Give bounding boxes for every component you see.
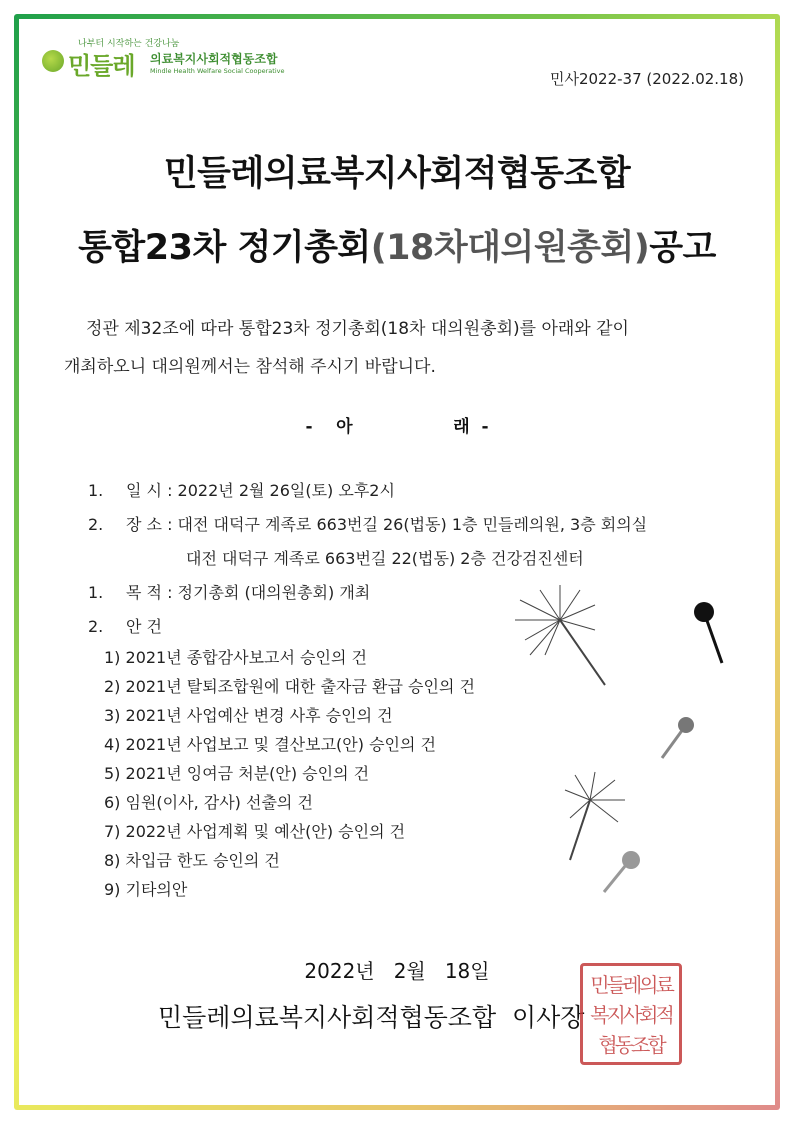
below-heading: - 아 래 - — [305, 417, 489, 437]
title-line-1: 민들레의료복지사회적협동조합 — [163, 154, 631, 194]
document-date: 2022년 2월 18일 — [304, 959, 490, 983]
seal-line: 복지사회적 — [590, 1003, 672, 1027]
item-number: 2. — [88, 617, 104, 636]
item-text: 대전 대덕구 계족로 663번길 22(법동) 2층 건강검진센터 — [186, 549, 584, 568]
dandelion-logo-icon — [42, 50, 64, 72]
dandelion-seed-light-icon — [604, 851, 640, 892]
item-agenda — [88, 614, 162, 637]
logo-english: Mindle Health Welfare Social Cooperative — [150, 67, 285, 75]
item-text: 장 소 : 대전 대덕구 계족로 663번길 26(법동) 1층 민들레의원, 3층 회의실 — [126, 515, 648, 534]
logo-tagline: 나부터 시작하는 건강나눔 — [78, 39, 180, 49]
item-text: 목 적 : 정기총회 (대의원총회) 개최 — [126, 583, 371, 602]
item-place — [88, 512, 647, 535]
official-seal-stamp — [580, 963, 682, 1065]
dandelion-seed-dark-icon — [694, 602, 722, 663]
title-line-2-prefix: 통합23차 정기총회 — [78, 228, 371, 268]
item-number: 2. — [88, 515, 104, 534]
agenda-item: 4) 2021년 사업보고 및 결산보고(안) 승인의 건 — [104, 735, 436, 754]
dandelion-seed-grey-icon — [662, 717, 694, 758]
logo — [42, 36, 285, 88]
seal-line: 민들레의료 — [590, 973, 672, 997]
intro-line-1: 정관 제32조에 따라 통합23차 정기총회(18차 대의원총회)를 아래와 같이 — [86, 319, 629, 339]
intro-paragraph — [64, 310, 754, 386]
dandelion-seed-large-icon — [515, 585, 605, 685]
item-text: 일 시 : 2022년 2월 26일(토) 오후2시 — [126, 481, 395, 500]
agenda-item: 7) 2022년 사업계획 및 예산(안) 승인의 건 — [104, 822, 406, 841]
title-line-2 — [0, 220, 794, 270]
agenda-item: 8) 차입금 한도 승인의 건 — [104, 851, 280, 870]
agenda-item: 6) 임원(이사, 감사) 선출의 건 — [104, 793, 313, 812]
intro-line-2: 개최하오니 대의원께서는 참석해 주시기 바랍니다. — [64, 357, 436, 377]
logo-subname: 의료복지사회적협동조합 — [150, 52, 278, 66]
item-number: 1. — [88, 481, 104, 500]
agenda-item: 9) 기타의안 — [104, 880, 188, 899]
agenda-item: 3) 2021년 사업예산 변경 사후 승인의 건 — [104, 706, 393, 725]
item-purpose — [88, 580, 370, 603]
item-number: 1. — [88, 583, 104, 602]
title-line-2-paren: (18차대의원총회) — [370, 228, 650, 268]
signature-line: 민들레의료복지사회적협동조합 이사장 — [158, 1003, 585, 1032]
dandelion-seeds-illustration — [500, 560, 740, 900]
dandelion-seed-small-icon — [565, 772, 625, 860]
title-line-2-suffix: 공고 — [649, 228, 716, 268]
seal-line: 협동조합 — [598, 1033, 664, 1057]
logo-name: 민들레 — [68, 52, 135, 80]
document-number: 민사2022-37 (2022.02.18) — [549, 70, 744, 88]
item-date — [88, 478, 395, 501]
item-text: 안 건 — [126, 617, 162, 636]
agenda-item: 1) 2021년 종합감사보고서 승인의 건 — [104, 648, 367, 667]
agenda-item: 2) 2021년 탈퇴조합원에 대한 출자금 환급 승인의 건 — [104, 677, 475, 696]
agenda-item: 5) 2021년 잉여금 처분(안) 승인의 건 — [104, 764, 370, 783]
